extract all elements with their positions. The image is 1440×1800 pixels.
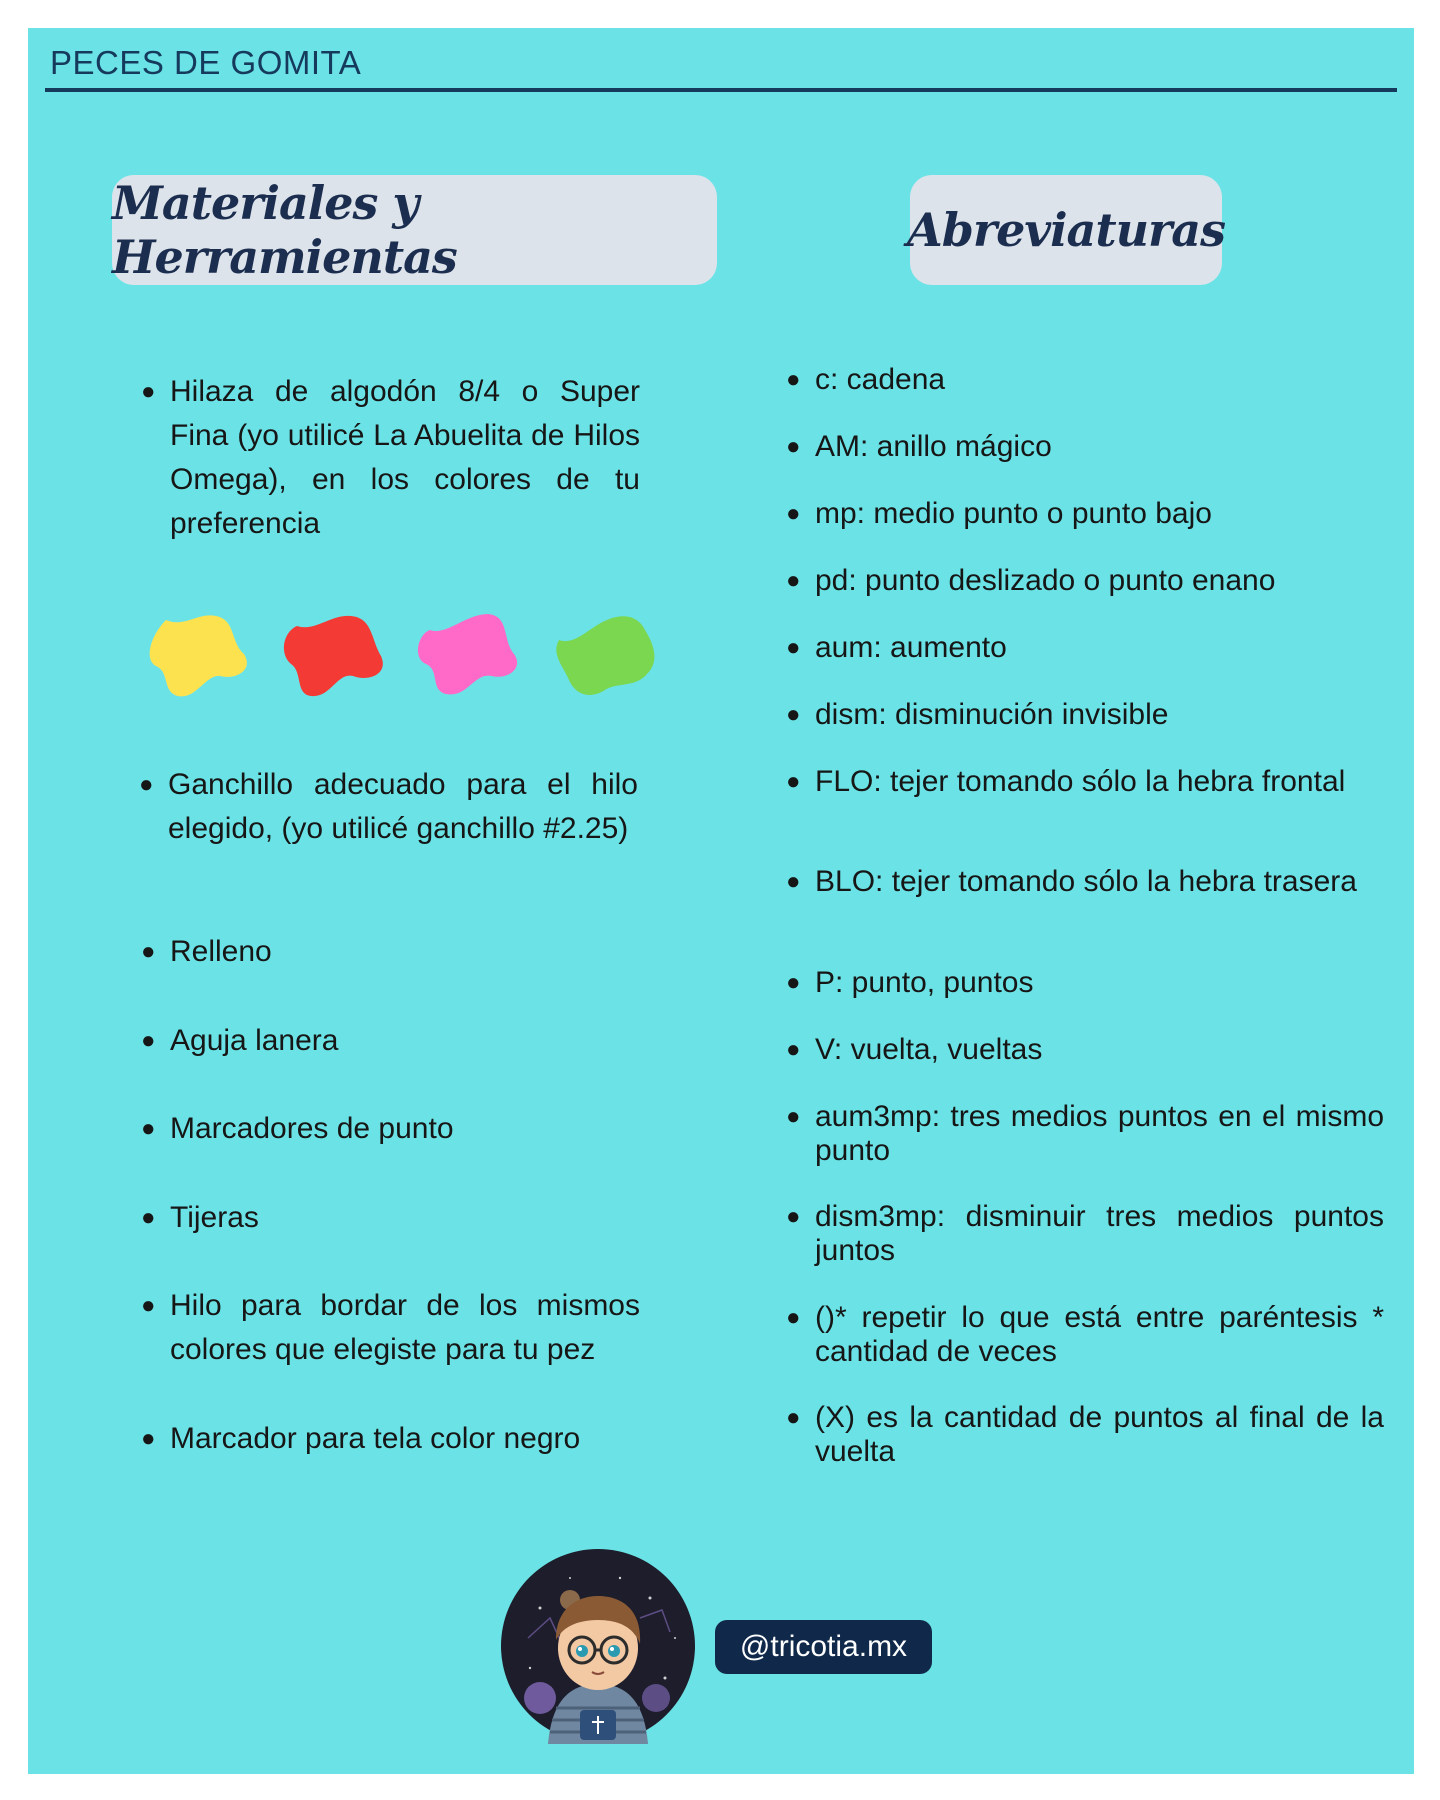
social-handle[interactable]: @tricotia.mx	[715, 1620, 932, 1674]
bullet-icon: ●	[786, 1404, 801, 1431]
bullet-icon: ●	[786, 701, 801, 728]
bullet-icon: ●	[141, 938, 156, 965]
bullet-icon: ●	[786, 567, 801, 594]
yellow-swatch-icon	[146, 610, 252, 702]
list-item: ● P: punto, puntos	[786, 966, 1034, 999]
list-item: ● dism: disminución invisible	[786, 698, 1169, 731]
title-divider	[45, 88, 1397, 92]
pink-swatch-icon	[416, 610, 522, 702]
bullet-icon: ●	[141, 1204, 156, 1231]
swatch-shape	[150, 615, 247, 696]
red-swatch-icon	[281, 610, 387, 702]
list-item: ● Marcador para tela color negro	[170, 1417, 640, 1461]
list-item: ● Ganchillo adecuado para el hilo elegido, (yo utilicé ganchillo #2.25)	[168, 763, 638, 851]
bullet-icon: ●	[786, 433, 801, 460]
list-item: ● Hilo para bordar de los mismos colores que elegiste para tu pez	[170, 1284, 640, 1372]
swatch-shape	[418, 614, 517, 694]
list-item: ● c: cadena	[786, 363, 946, 396]
list-item: ● Marcadores de punto	[170, 1107, 640, 1151]
avatar	[500, 1548, 696, 1744]
bullet-icon: ●	[786, 1203, 801, 1230]
bullet-icon: ●	[141, 1292, 156, 1319]
list-item: ● FLO: tejer tomando sólo la hebra frontal	[786, 765, 1346, 798]
list-item: ● aum3mp: tres medios puntos en el mismo punto	[786, 1100, 1384, 1167]
bullet-icon: ●	[141, 1115, 156, 1142]
bullet-icon: ●	[786, 500, 801, 527]
list-item: ● Aguja lanera	[170, 1019, 640, 1063]
bullet-icon: ●	[786, 1036, 801, 1063]
list-item: ● BLO: tejer tomando sólo la hebra trasera	[786, 865, 1357, 898]
list-item: ● V: vuelta, vueltas	[786, 1033, 1043, 1066]
bullet-icon: ●	[141, 378, 156, 405]
bullet-icon: ●	[786, 768, 801, 795]
green-swatch-icon	[555, 610, 661, 702]
list-item: ● ()* repetir lo que está entre paréntesis * cantidad de veces	[786, 1301, 1384, 1368]
bullet-icon: ●	[786, 969, 801, 996]
bullet-icon: ●	[141, 1425, 156, 1452]
list-item: ● mp: medio punto o punto bajo	[786, 497, 1212, 530]
bullet-icon: ●	[786, 1304, 801, 1331]
list-item: ● aum: aumento	[786, 631, 1007, 664]
bullet-icon: ●	[139, 771, 154, 798]
bullet-icon: ●	[786, 366, 801, 393]
page-title: PECES DE GOMITA	[50, 44, 362, 81]
list-item: ● (X) es la cantidad de puntos al final de la vuelta	[786, 1401, 1384, 1468]
list-item: ● Tijeras	[170, 1196, 640, 1240]
list-item: ● Relleno	[170, 930, 640, 974]
list-item: ● pd: punto deslizado o punto enano	[786, 564, 1276, 597]
materials-heading: Materiales y Herramientas	[112, 175, 717, 285]
page	[28, 28, 1414, 1774]
list-item: ● AM: anillo mágico	[786, 430, 1052, 463]
bullet-icon: ●	[786, 634, 801, 661]
abbreviations-heading: Abreviaturas	[910, 175, 1222, 285]
list-item: ● Hilaza de algodón 8/4 o Super Fina (yo utilicé La Abuelita de Hilos Omega), en los colores de tu preferencia	[170, 370, 640, 546]
bullet-icon: ●	[786, 1103, 801, 1130]
swatch-shape	[284, 616, 383, 696]
list-item: ● dism3mp: disminuir tres medios puntos juntos	[786, 1200, 1384, 1267]
swatch-shape	[556, 616, 654, 695]
bullet-icon: ●	[786, 868, 801, 895]
bullet-icon: ●	[141, 1027, 156, 1054]
